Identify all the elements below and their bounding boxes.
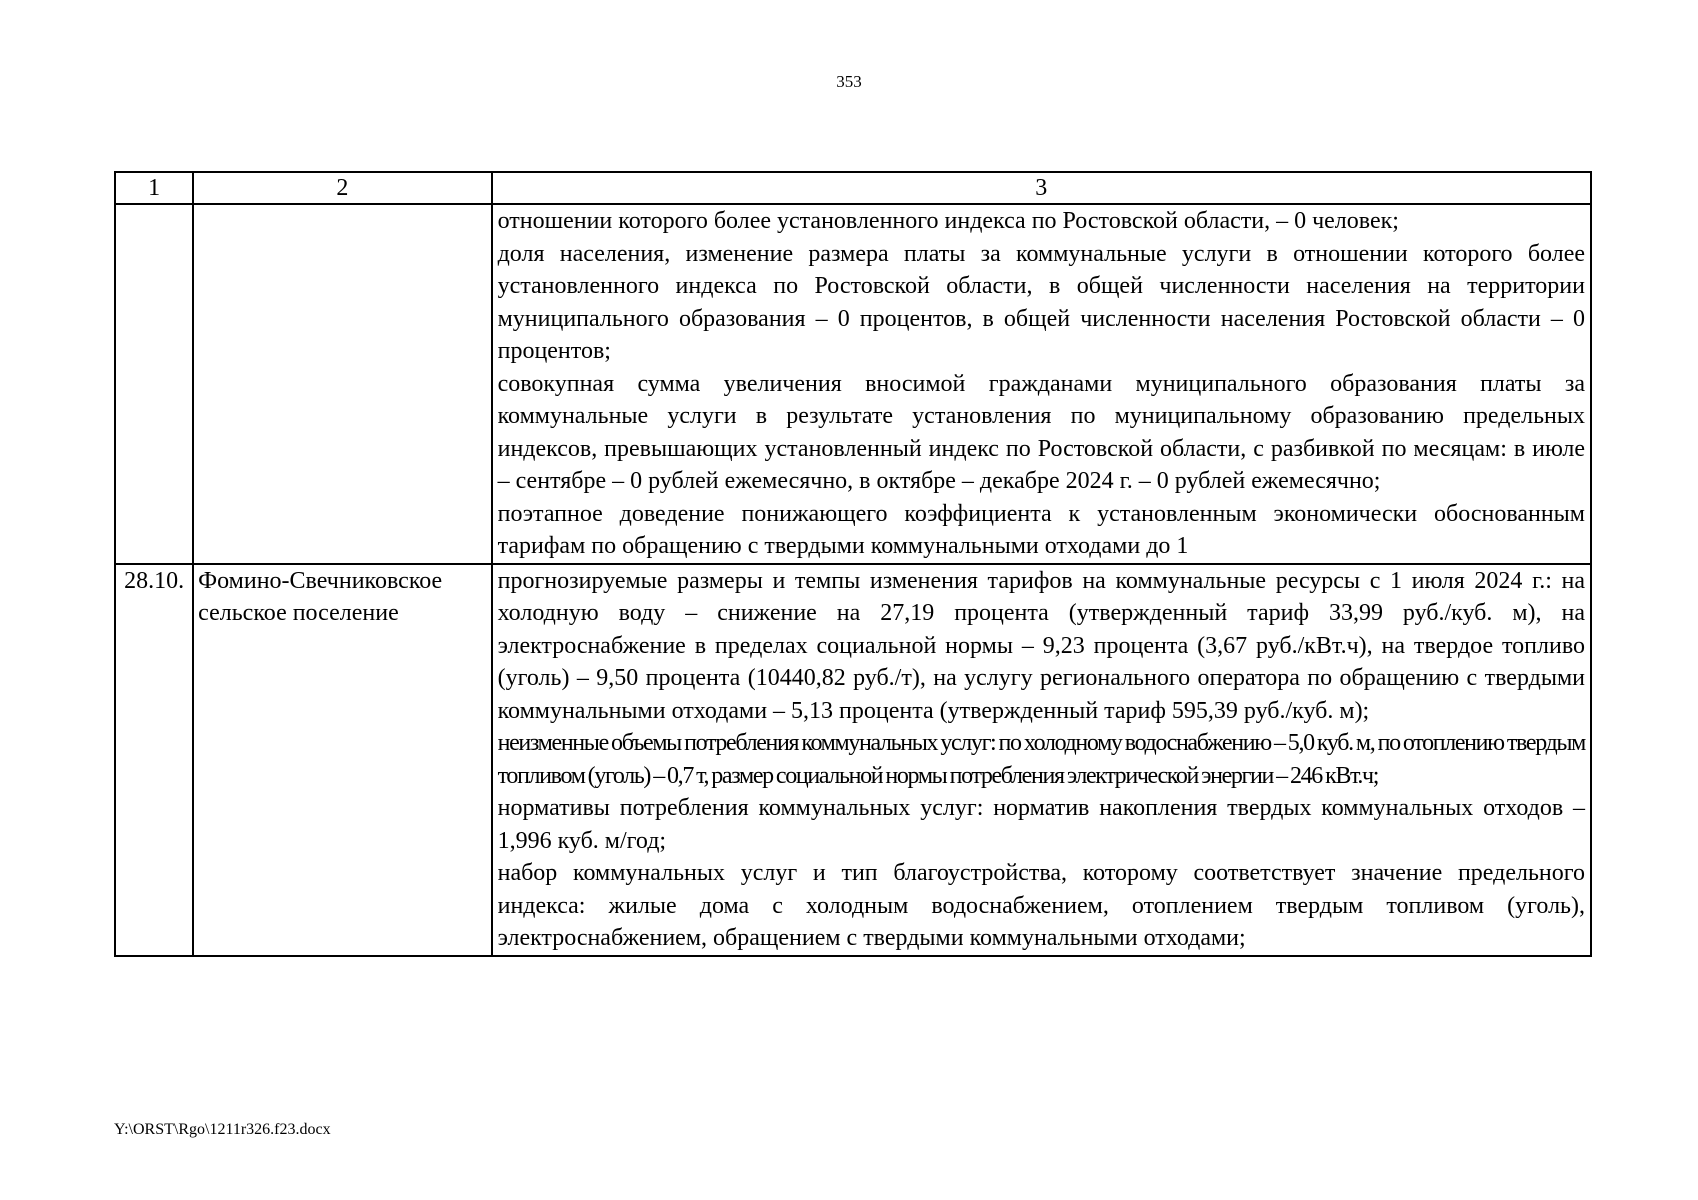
content-paragraph: совокупная сумма увеличения вносимой гражданами муниципального образования платы за коммунальные услуги в результате установления по муниципальному образованию предельных индексов, превышающих установленный индекс по Ростовской области, с разбивкой по месяцам: в июле – сентябре – 0 рублей ежемесячно, в октябре – декабре 2024 г. – 0 рублей ежемесячно; bbox=[497, 370, 1585, 494]
content-paragraph: поэтапное доведение понижающего коэффициента к установленным экономически обоснованным тарифам по обращению с твердыми коммунальными отходами до 1 bbox=[497, 500, 1585, 559]
content-paragraph: прогнозируемые размеры и темпы изменения тарифов на коммунальные ресурсы с 1 июля 2024 г.: на холодную воду – снижение на 27,19 процента (утвержденный тариф 33,99 руб./куб. м), на электроснабжение в пределах социальной нормы – 9,23 процента (3,67 руб./кВт.ч), на твердое топливо (уголь) – 9,50 процента (10440,82 руб./т), на услугу регионального оператора по обращению с твердыми коммунальными отходами – 5,13 процента (утвержденный тариф 595,39 руб./куб. м); bbox=[497, 567, 1585, 724]
table-header-row bbox=[115, 172, 1591, 204]
content-paragraph: нормативы потребления коммунальных услуг: норматив накопления твердых коммунальных отходов – 1,996 куб. м/год; bbox=[497, 795, 1585, 854]
header-col-1: 1 bbox=[115, 172, 193, 204]
row-number: 28.10. bbox=[115, 564, 193, 956]
content-paragraph: отношении которого более установленного индекса по Ростовской области, – 0 человек; bbox=[497, 208, 1399, 234]
table-row bbox=[115, 204, 1591, 564]
content-paragraph: набор коммунальных услуг и тип благоустройства, которому соответствует значение предельного индекса: жилые дома с холодным водоснабжением, отоплением твердым топливом (уголь), электроснабжением, обращением с твердыми коммунальными отходами; bbox=[497, 860, 1585, 951]
page-number: 353 bbox=[836, 72, 862, 91]
row-number bbox=[115, 204, 193, 564]
tariff-table bbox=[114, 171, 1592, 957]
settlement-name bbox=[193, 204, 491, 564]
file-path-footer: Y:\ORST\Rgo\1211r326.f23.docx bbox=[114, 1121, 331, 1138]
row-content bbox=[492, 204, 1591, 564]
header-col-3: 3 bbox=[492, 172, 1591, 204]
settlement-name: Фомино-Свечниковское сельское поселение bbox=[193, 564, 491, 956]
header-col-2: 2 bbox=[193, 172, 491, 204]
content-paragraph: неизменные объемы потребления коммунальных услуг: по холодному водоснабжению – 5,0 куб. м, по отоплению твердым топливом (уголь) – 0,7 т, размер социальной нормы потребления электрической энергии – 246 кВт.ч; bbox=[497, 730, 1585, 789]
table-row bbox=[115, 564, 1591, 956]
content-paragraph: доля населения, изменение размера платы за коммунальные услуги в отношении которого более установленного индекса по Ростовской области, в общей численности населения на территории муниципального образования – 0 процентов, в общей численности населения Ростовской области – 0 процентов; bbox=[497, 240, 1585, 364]
row-content bbox=[492, 564, 1591, 956]
